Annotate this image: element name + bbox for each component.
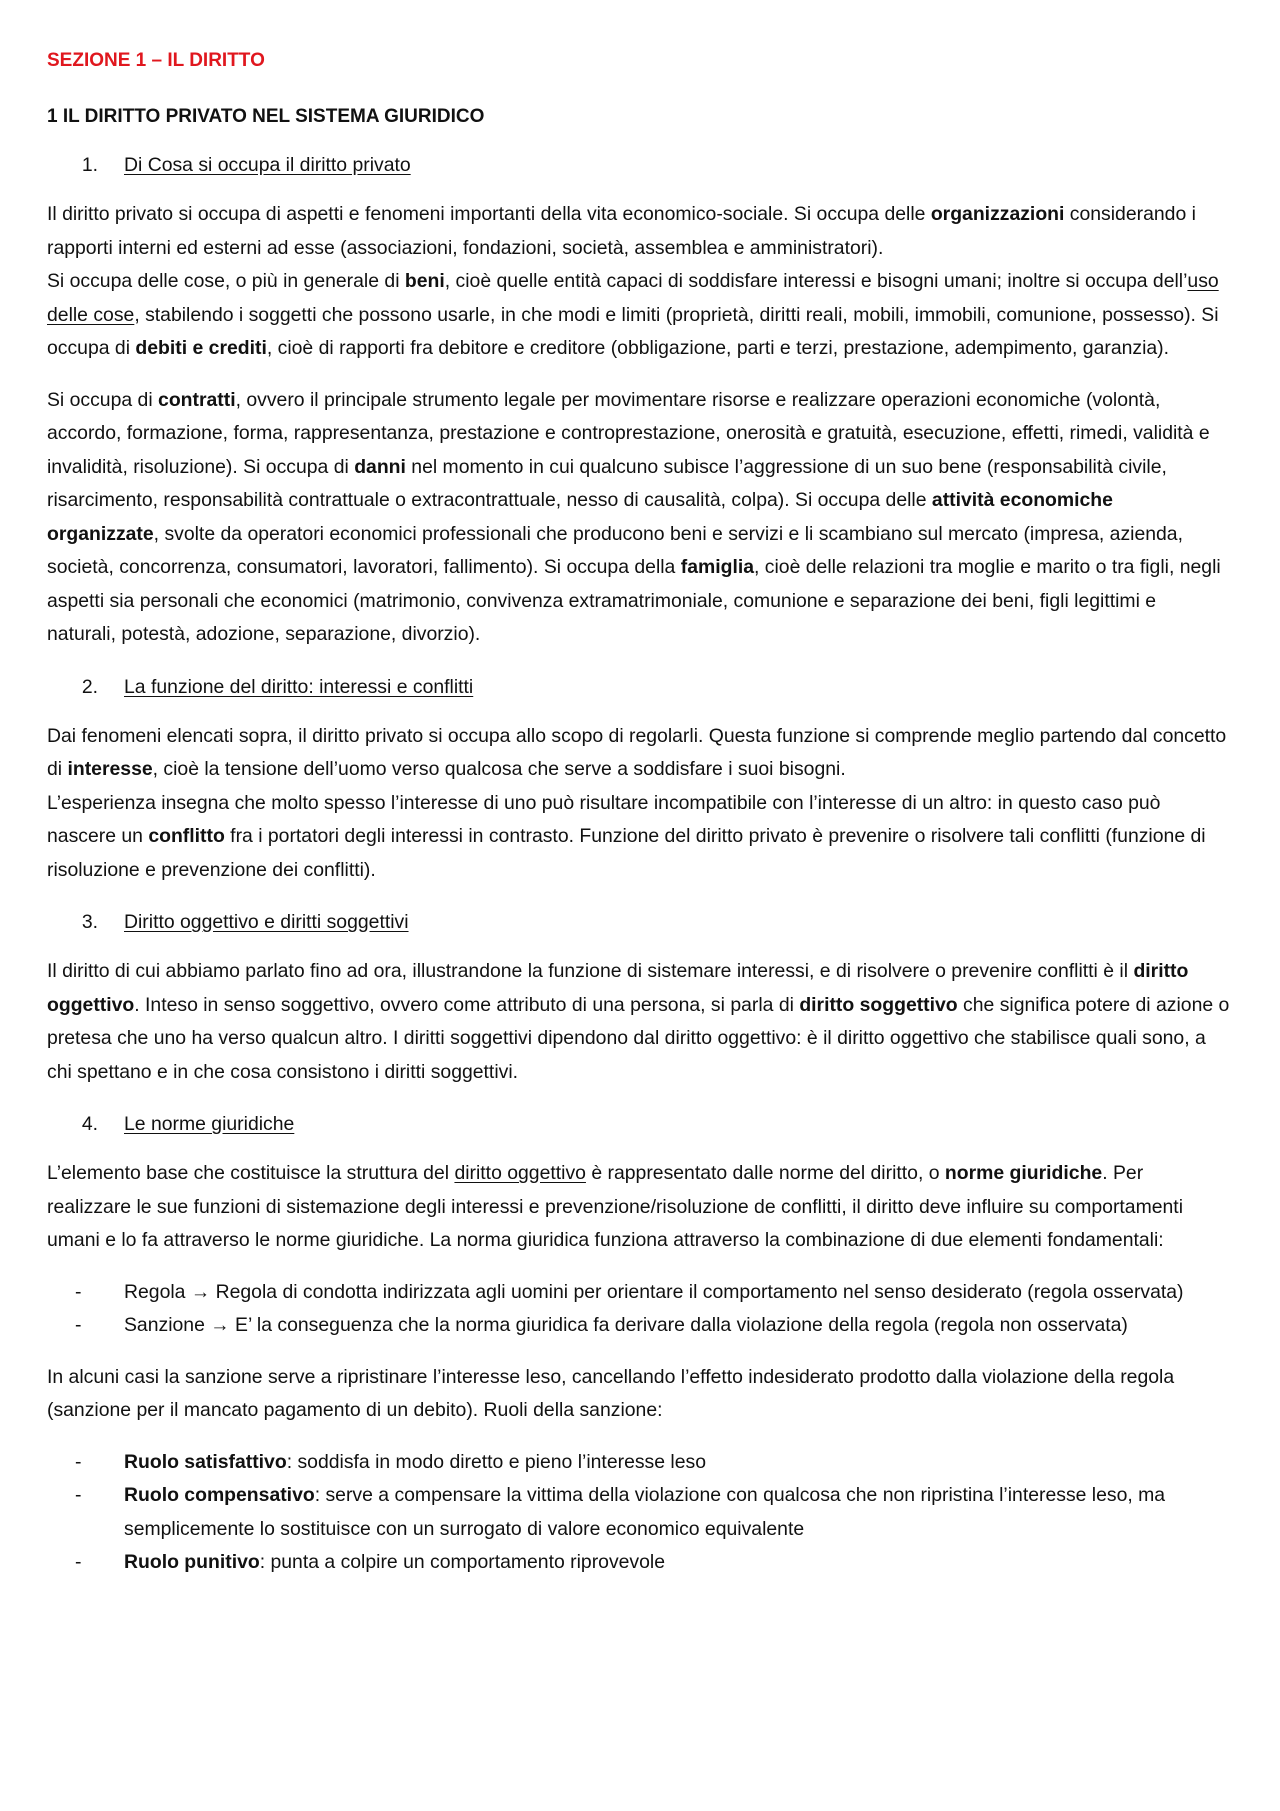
subsection-heading-1: [47, 152, 1230, 178]
paragraph: Dai fenomeni elencati sopra, il diritto privato si occupa allo scopo di regolarli. Questa funzione si comprende meglio partendo dal concetto di interesse, cioè la tensione dell’uomo verso qualcosa che serve a soddisfare i suoi bisogni. L’esperienza insegna che molto spesso l’interesse di uno può risultare incompatibile con l’interesse di un altro: in questo caso può nascere un conflitto fra i portatori degli interessi in contrasto. Funzione del diritto privato è prevenire o risolvere tali conflitti (funzione di risoluzione e prevenzione dei conflitti).: [47, 724, 1227, 881]
sanction-roles-list: [47, 1446, 1230, 1580]
section-title: SEZIONE 1 – IL DIRITTO: [47, 50, 265, 71]
subsection-heading-4: [47, 1111, 1230, 1137]
list-item: - Ruolo satisfattivo: soddisfa in modo diretto e pieno l’interesse leso: [75, 1450, 706, 1473]
subsection-number: 3.: [81, 911, 98, 933]
chapter-title: 1 IL DIRITTO PRIVATO NEL SISTEMA GIURIDICO: [47, 106, 485, 127]
list-item: - Ruolo compensativo: serve a compensare la vittima della violazione con qualcosa che non ripristina l’interesse leso, ma semplicemente lo sostituisce con un surrogato di valore economico equivalente: [75, 1484, 1166, 1540]
subsection-title: Le norme giuridiche: [124, 1113, 295, 1135]
paragraph: L’elemento base che costituisce la struttura del diritto oggettivo è rappresentato dalle norme del diritto, o norme giuridiche. Per realizzare le sue funzioni di sistemazione degli interessi e prevenzione/risoluzione de conflitti, il diritto deve influire su comportamenti umani e lo fa attraverso le norme giuridiche. La norma giuridica funziona attraverso la combinazione di due elementi fondamentali:: [47, 1162, 1183, 1251]
subsection-heading-2: [47, 674, 1230, 700]
subsection-number: 1.: [81, 154, 98, 176]
paragraph: Si occupa di contratti, ovvero il principale strumento legale per movimentare risorse e realizzare operazioni economiche (volontà, accordo, formazione, forma, rappresentanza, prestazione e controprestazione, onerosità e gratuità, esecuzione, effetti, rimedi, validità e invalidità, risoluzione). Si occupa di danni nel momento in cui qualcuno subisce l’aggressione di un suo bene (responsabilità civile, risarcimento, responsabilità contrattuale o extracontrattuale, nesso di causalità, colpa). Si occupa delle attività economiche organizzate, svolte da operatori economici professionali che producono beni e servizi e li scambiano sul mercato (impresa, azienda, società, concorrenza, consumatori, lavoratori, fallimento). Si occupa della famiglia, cioè delle relazioni tra moglie e marito o tra figli, negli aspetti sia personali che economici (matrimonio, convivenza extramatrimoniale, comunione e separazione dei beni, figli legittimi e naturali, potestà, adozione, separazione, divorzio).: [47, 388, 1221, 645]
paragraph: Il diritto di cui abbiamo parlato fino ad ora, illustrandone la funzione di sistemare interessi, e di risolvere o prevenire conflitti è il diritto oggettivo. Inteso in senso soggettivo, ovvero come attributo di una persona, si parla di diritto soggettivo che significa potere di azione o pretesa che uno ha verso qualcun altro. I diritti soggettivi dipendono dal diritto oggettivo: è il diritto oggettivo che stabilisce quali sono, a chi spettano e in che cosa consistono i diritti soggettivi.: [47, 960, 1230, 1083]
paragraph: Il diritto privato si occupa di aspetti e fenomeni importanti della vita economico-sociale. Si occupa delle organizzazioni considerando i rapporti interni ed esterni ad esse (associazioni, fondazioni, società, assemblea e amministratori). Si occupa delle cose, o più in generale di beni, cioè quelle entità capaci di soddisfare interessi e bisogni umani; inoltre si occupa dell’uso delle cose, stabilendo i soggetti che possono usarle, in che modi e limiti (proprietà, diritti reali, mobili, immobili, comunione, possesso). Si occupa di debiti e crediti, cioè di rapporti fra debitore e creditore (obbligazione, parti e terzi, prestazione, adempimento, garanzia).: [47, 203, 1219, 359]
paragraph: In alcuni casi la sanzione serve a ripristinare l’interesse leso, cancellando l’effetto indesiderato prodotto dalla violazione della regola (sanzione per il mancato pagamento di un debito). Ruoli della sanzione:: [47, 1365, 1175, 1421]
list-item: - Ruolo punitivo: punta a colpire un comportamento riprovevole: [75, 1551, 665, 1573]
subsection-number: 4.: [81, 1113, 98, 1135]
list-item: - Sanzione → E’ la conseguenza che la norma giuridica fa derivare dalla violazione della regola (regola non osservata): [75, 1314, 1128, 1336]
subsection-title: La funzione del diritto: interessi e conflitti: [124, 675, 474, 698]
subsection-title: Diritto oggettivo e diritti soggettivi: [124, 911, 409, 933]
subsection-number: 2.: [81, 675, 98, 698]
subsection-title: Di Cosa si occupa il diritto privato: [124, 154, 411, 176]
subsection-heading-3: [47, 909, 1230, 935]
rule-sanction-list: [47, 1276, 1230, 1343]
list-item: - Regola → Regola di condotta indirizzata agli uomini per orientare il comportamento nel senso desiderato (regola osservata): [75, 1280, 1184, 1303]
